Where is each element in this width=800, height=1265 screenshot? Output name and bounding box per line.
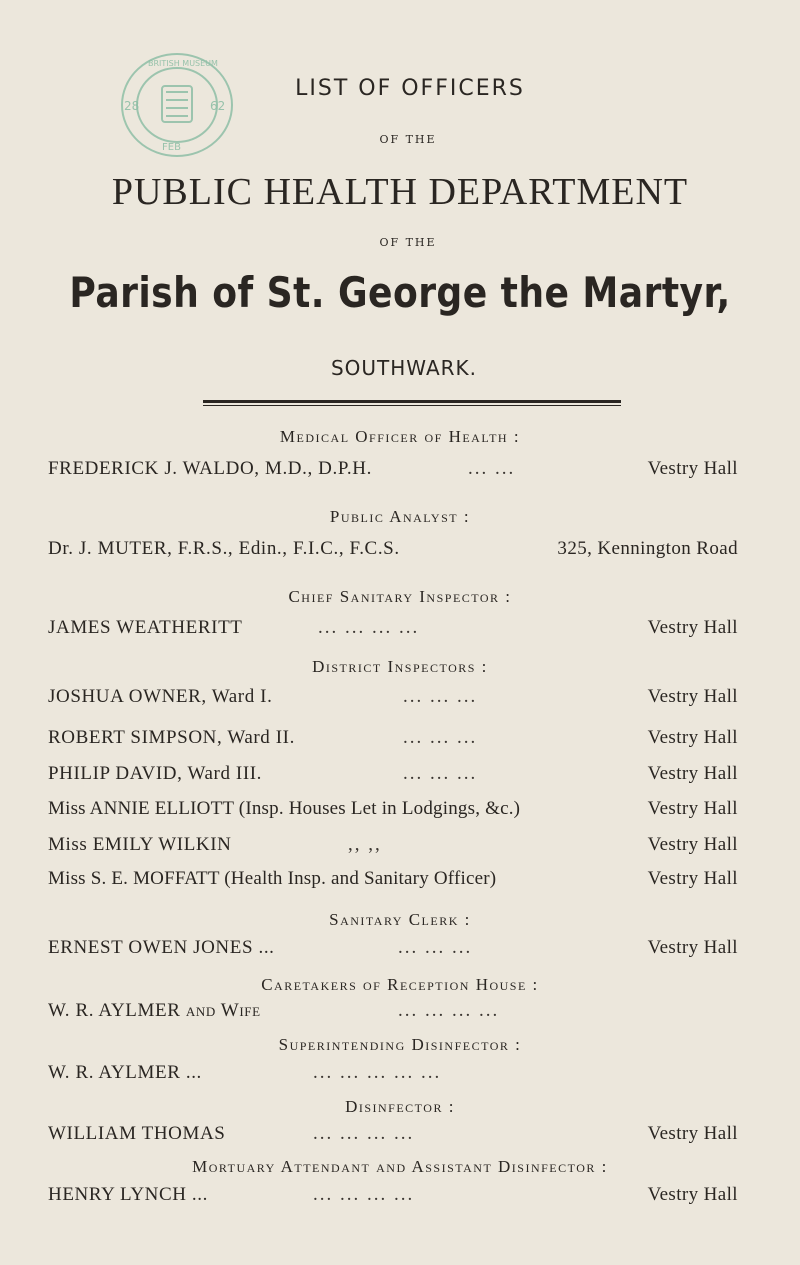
officer-location: Vestry Hall (647, 937, 738, 958)
svg-text:62: 62 (210, 99, 226, 113)
officer-row (48, 1000, 738, 1026)
section-heading: Medical Officer of Health : (279, 427, 521, 446)
of-the-label-2: OF THE (379, 236, 437, 249)
officer-location: Vestry Hall (647, 458, 738, 479)
officer-name: ERNEST OWEN JONES ... (48, 937, 275, 958)
officer-name: Miss ANNIE ELLIOTT (Insp. Houses Let in Lodgings, &c.) (48, 798, 521, 819)
section-heading: Chief Sanitary Inspector : (288, 587, 512, 606)
officer-location: Vestry Hall (647, 868, 738, 889)
leader-dots: ... ... ... ... ... (313, 1062, 442, 1083)
leader-dots: ... ... ... ... (313, 1123, 415, 1144)
officer-location: Vestry Hall (647, 1123, 738, 1144)
officer-row (48, 1123, 738, 1149)
leader-dots: ... ... ... ... (398, 1000, 500, 1021)
svg-text:FEB: FEB (162, 142, 181, 153)
officer-location: Vestry Hall (647, 1184, 738, 1205)
officer-row (48, 763, 738, 789)
officer-location: Vestry Hall (647, 834, 738, 855)
parish-title: Parish of St. George the Martyr, (69, 268, 731, 317)
officer-row (48, 686, 738, 712)
ditto-marks: ,, ,, (348, 834, 382, 855)
officer-row (48, 937, 738, 963)
section-heading: Sanitary Clerk : (329, 910, 471, 929)
officer-name: Dr. J. MUTER, F.R.S., Edin., F.I.C., F.C.S. (48, 538, 400, 559)
officer-name: W. R. AYLMER ... (48, 1062, 202, 1083)
officer-name: JAMES WEATHERITT (48, 617, 243, 638)
officer-name: JOSHUA OWNER, Ward I. (48, 686, 273, 707)
officer-name: ROBERT SIMPSON, Ward II. (48, 727, 295, 748)
leader-dots: ... ... ... (403, 763, 478, 784)
section-heading: Caretakers of Reception House : (261, 975, 539, 994)
officer-row (48, 798, 738, 824)
svg-text:BRITISH MUSEUM: BRITISH MUSEUM (148, 59, 218, 68)
officer-row (48, 727, 738, 753)
officer-name: W. R. AYLMER and Wife (48, 1000, 261, 1021)
section-heading: District Inspectors : (312, 657, 488, 676)
leader-dots: ... ... ... ... (313, 1184, 415, 1205)
list-title: LIST OF OFFICERS (295, 76, 525, 101)
officer-location: Vestry Hall (647, 686, 738, 707)
section-heading: Public Analyst : (329, 507, 471, 526)
officer-row (48, 538, 738, 564)
leader-dots: ... ... ... (398, 937, 473, 958)
officer-location: Vestry Hall (647, 798, 738, 819)
officer-location: Vestry Hall (647, 617, 738, 638)
officer-name: HENRY LYNCH ... (48, 1184, 208, 1205)
officer-location: Vestry Hall (647, 763, 738, 784)
officer-name: PHILIP DAVID, Ward III. (48, 763, 263, 784)
officer-row (48, 868, 738, 894)
leader-dots: ... ... ... (403, 686, 478, 707)
officer-row (48, 1184, 738, 1210)
officer-row (48, 834, 738, 860)
officer-name: Miss S. E. MOFFATT (Health Insp. and Sanitary Officer) (48, 868, 497, 889)
svg-text:28: 28 (124, 99, 140, 113)
divider-rule-thin (203, 405, 621, 406)
officer-location: Vestry Hall (647, 727, 738, 748)
of-the-label: OF THE (379, 133, 437, 146)
divider-rule-thick (203, 400, 621, 403)
officer-row (48, 1062, 738, 1088)
place-title: SOUTHWARK. (330, 356, 478, 380)
section-heading: Superintending Disinfector : (278, 1035, 522, 1054)
leader-dots: ... ... ... (403, 727, 478, 748)
officer-name: Miss EMILY WILKIN (48, 834, 232, 855)
department-title: PUBLIC HEALTH DEPARTMENT (111, 171, 689, 213)
officer-location: 325, Kennington Road (557, 538, 738, 559)
officer-row (48, 458, 738, 484)
leader-dots: ... ... (468, 458, 516, 479)
officer-name: FREDERICK J. WALDO, M.D., D.P.H. (48, 458, 372, 479)
section-heading: Mortuary Attendant and Assistant Disinfector : (192, 1157, 608, 1176)
officer-name: WILLIAM THOMAS (48, 1123, 226, 1144)
section-heading: Disinfector : (345, 1097, 455, 1116)
leader-dots: ... ... ... ... (318, 617, 420, 638)
officer-row (48, 617, 738, 643)
